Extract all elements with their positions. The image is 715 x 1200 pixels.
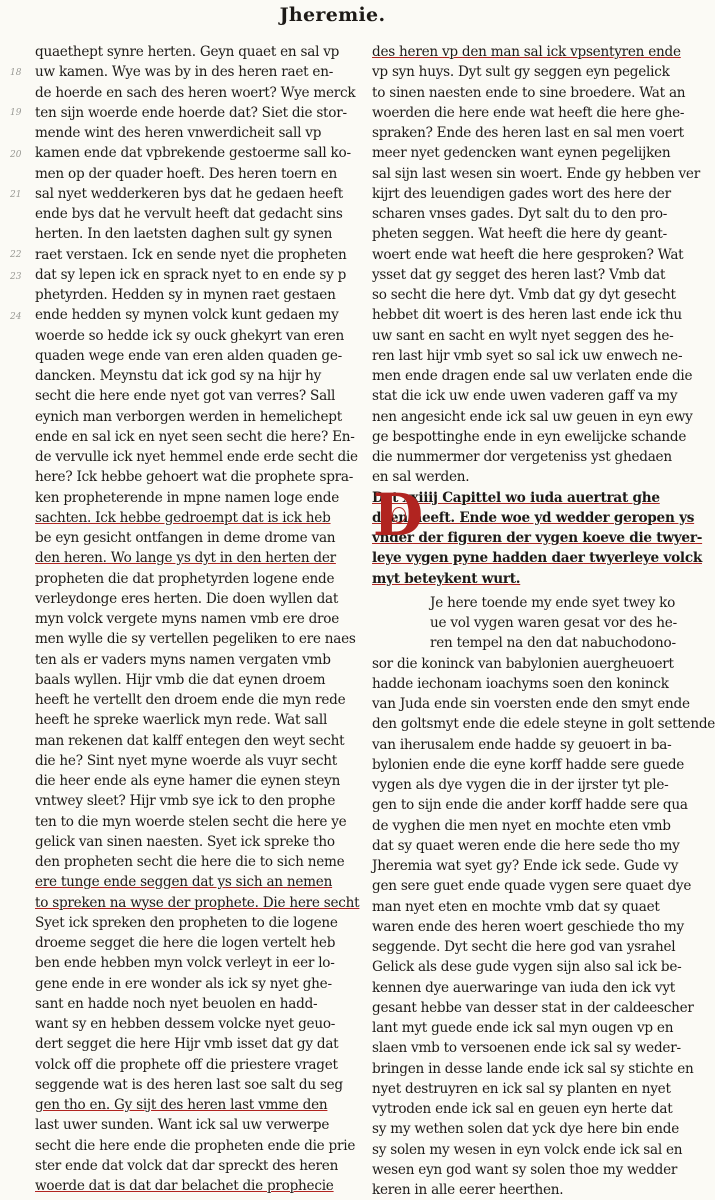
margin-note: 21: [10, 190, 22, 200]
text-line: ten als er vaders myns namen vergaten vmb: [35, 651, 331, 668]
text-line: bylonien ende die eyne korff hadde sere guede: [372, 756, 685, 773]
text-line: sant en hadde noch nyet beuolen en hadd-: [35, 995, 318, 1012]
text-line: nen angesicht ende ick sal uw geuen in eyn ewy: [372, 408, 693, 425]
text-line: waren ende des heren woert geschiede tho my: [372, 918, 684, 935]
text-line: quaden wege ende van eren alden quaden ge-: [35, 347, 343, 364]
text-line: ten sijn woerde ende hoerde dat? Siet die stor-: [35, 104, 347, 121]
text-line: be eyn gesicht ontfangen in deme drome van: [35, 530, 336, 546]
text-line: baals wyllen. Hijr vmb die dat eynen droem: [35, 671, 326, 688]
text-line: men ende dragen ende sal uw verlaten ende die: [372, 368, 693, 384]
text-line: ren last hijr vmb syet so sal ick uw enwech ne-: [372, 347, 683, 364]
text-line: woerden die here ende wat heeft die here ghe-: [372, 104, 685, 121]
text-line: kamen ende dat vpbrekende gestoerme sall ko-: [35, 145, 351, 162]
text-line: woert ende wat heeft die here gesproken? Wat: [372, 246, 684, 263]
text-line: die heer ende als eyne hamer die eynen steyn: [35, 773, 341, 789]
text-line: van iherusalem ende hadde sy geuoert in ba-: [372, 736, 672, 753]
text-line: kijrt des leuendigen gades wort des here der: [372, 185, 671, 202]
text-line: sor die koninck van babylonien auergheuoert: [372, 655, 674, 672]
text-line: men wylle die sy vertellen pegeliken to ere naes: [35, 631, 356, 648]
text-line: den heren. Wo lange ys dyt in den herten der: [35, 550, 336, 567]
text-line: quaethept synre herten. Geyn quaet en sal vp: [35, 44, 340, 60]
left-text-column: [35, 42, 360, 1196]
text-line: hebbet dit woert is des heren last ende ick thu: [372, 307, 682, 324]
text-line: eynich man verborgen werden in hemelichept: [35, 408, 342, 425]
text-line: en sal werden.: [372, 469, 470, 486]
text-line: sal sijn last wesen sin woert. Ende gy hebben ver: [372, 165, 700, 182]
text-line: dat sy quaet weren ende die here sede tho my: [372, 837, 680, 854]
margin-note: 22: [10, 250, 22, 260]
text-line: woerde so hedde ick sy ouck ghekyrt van eren: [35, 327, 344, 344]
text-line: dancken. Meynstu dat ick god sy na hijr hy: [35, 368, 322, 384]
text-line: to spreken na wyse der prophete. Die here secht: [35, 894, 360, 911]
text-line: ysset dat gy segget des heren last? Vmb dat: [372, 266, 666, 283]
text-line: sachten. Ick hebbe gedroempt dat is ick heb: [35, 509, 331, 526]
text-line: bringen in desse lande ende ick sal sy stichte en: [372, 1060, 694, 1077]
text-line: seggende. Dyt secht die here god van ysrahel: [372, 939, 676, 955]
text-line: gelick van sinen naesten. Syet ick spreke tho: [35, 833, 335, 850]
text-line: myt beteykent wurt.: [372, 570, 521, 587]
text-line: van Juda ende sin voersten ende den smyt ende: [372, 696, 690, 712]
text-line: here? Ick hebbe gehoert wat die prophete spra-: [35, 469, 354, 486]
text-line: vygen als dye vygen die in der ijrster tyt ple-: [372, 777, 669, 793]
text-line: spraken? Ende des heren last en sal men voert: [372, 125, 684, 141]
text-line: hadde iechonam ioachyms soen den koninck: [372, 675, 669, 692]
text-line: myn volck vergete myns namen vmb ere droe: [35, 611, 339, 627]
text-line: wesen eyn god want sy solen thoe my wedder: [372, 1161, 678, 1178]
text-line: gen sere guet ende quade vygen sere quaet dye: [372, 878, 692, 895]
text-line: verleydonge eres herten. Die doen wyllen dat: [35, 590, 339, 607]
text-line: Dat xxiiij Capittel wo iuda auertrat ghe: [372, 489, 660, 506]
text-line: ue vol vygen waren gesat vor des he-: [430, 615, 677, 631]
text-line: ende hedden sy mynen volck kunt gedaen my: [35, 307, 339, 324]
text-line: heeft he spreke waerlick myn rede. Wat sall: [35, 712, 328, 729]
text-line: propheten die dat prophetyrden logene ende: [35, 570, 335, 587]
text-line: droeme segget die here die logen vertelt heb: [35, 935, 336, 951]
text-line: secht die here ende die propheten ende die prie: [35, 1137, 356, 1154]
text-line: gene ende in ere wonder als ick sy nyet ghe-: [35, 975, 332, 992]
page-title: Jheremie.: [279, 4, 386, 26]
text-line: pheten seggen. Wat heeft die here dy geant-: [372, 226, 667, 243]
text-line: ren tempel na den dat nabuchodono-: [430, 635, 676, 652]
text-line: seggende wat is des heren last soe salt du seg: [35, 1076, 343, 1093]
text-line: gesant hebbe van desser stat in der caldeescher: [372, 999, 694, 1016]
text-line: sy my wethen solen dat yck dye here bin ende: [372, 1121, 680, 1138]
text-line: slaen vmb to versoenen ende ick sal sy weder-: [372, 1040, 681, 1057]
text-line: daen heeft. Ende woe yd wedder geropen ys: [372, 509, 695, 526]
text-line: ken propheterende in mpne namen loge ende: [35, 489, 340, 506]
text-line: man rekenen dat kalff entegen den weyt secht: [35, 732, 345, 749]
text-line: den propheten secht die here die to sich neme: [35, 854, 345, 870]
text-line: gen to sijn ende die ander korff hadde sere qua: [372, 797, 688, 814]
text-line: so secht die here dyt. Vmb dat gy dyt gesecht: [372, 287, 676, 303]
text-line: Gelick als dese gude vygen sijn also sal ick be-: [372, 959, 682, 976]
text-line: kennen dye auerwaringe van iuda den ick vyt: [372, 979, 675, 996]
text-line: ge bespottinghe ende in eyn ewelijcke schande: [372, 428, 687, 445]
text-line: mende wint des heren vnwerdicheit sall vp: [35, 125, 322, 141]
text-line: sy solen my wesen in eyn volck ende ick sal en: [372, 1141, 683, 1158]
text-line: sal nyet wedderkeren bys dat he gedaen heeft: [35, 185, 343, 202]
text-line: die nummermer dor vergeteniss yst ghedaen: [372, 449, 672, 465]
text-line: vp syn huys. Dyt sult gy seggen eyn pegelick: [372, 64, 670, 81]
text-line: man nyet eten en mochte vmb dat sy quaet: [372, 898, 660, 915]
text-line: men op der quader hoeft. Des heren toern en: [35, 165, 338, 182]
text-line: de vyghen die men nyet en mochte eten vmb: [372, 817, 671, 834]
text-line: Jheremia wat syet gy? Ende ick sede. Gude vy: [372, 858, 679, 874]
text-line: last uwer sunden. Want ick sal uw verwerpe: [35, 1117, 330, 1134]
text-line: meer nyet gedencken want eynen pegelijken: [372, 145, 671, 162]
margin-note: 18: [10, 68, 22, 78]
text-line: volck off die prophete off die priestere vraget: [35, 1056, 338, 1073]
text-line: Je here toende my ende syet twey ko: [430, 594, 676, 611]
text-line: to sinen naesten ende to sine broedere. Wat an: [372, 84, 686, 101]
text-line: herten. In den laetsten daghen sult gy synen: [35, 226, 333, 243]
text-line: ende bys dat he vervult heeft dat gedacht sins: [35, 206, 343, 222]
text-line: des heren vp den man sal ick vpsentyren ende: [372, 44, 681, 60]
text-line: den goltsmyt ende die edele steyne in golt settende: [372, 716, 715, 733]
text-line: nyet destruyren en ick sal sy planten en nyet: [372, 1080, 671, 1097]
margin-note: 24: [10, 312, 22, 322]
margin-note: 19: [10, 108, 22, 118]
text-line: scharen vnses gades. Dyt salt du to den pro-: [372, 206, 668, 222]
text-line: keren in alle eerer heerthen.: [372, 1182, 564, 1198]
text-line: dert segget die here Hijr vmb isset dat gy dat: [35, 1036, 339, 1053]
text-line: heeft he vertellt den droem ende die myn rede: [35, 692, 346, 708]
text-line: de hoerde en sach des heren woert? Wye merck: [35, 84, 356, 101]
text-line: dat sy lepen ick en sprack nyet to en ende sy p: [35, 266, 347, 283]
text-line: woerde dat is dat dar belachet die prophecie: [35, 1178, 334, 1194]
text-line: vnder der figuren der vygen koeve die twyer-: [372, 530, 703, 546]
text-line: secht die here ende nyet got van verres? Sall: [35, 388, 336, 405]
text-line: want sy en hebben dessem volcke nyet geuo-: [35, 1016, 336, 1032]
text-line: ben ende hebben myn volck verleyt in eer lo-: [35, 955, 335, 972]
text-line: ende en sal ick en nyet seen secht die here? En-: [35, 428, 355, 445]
margin-note: 23: [10, 272, 22, 282]
text-line: ster ende dat volck dat dar spreckt des heren: [35, 1157, 339, 1174]
text-line: vntwey sleet? Hijr vmb sye ick to den prophe: [35, 793, 336, 810]
drop-cap-initial: D: [372, 481, 424, 549]
text-line: Syet ick spreken den propheten to die logene: [35, 914, 338, 931]
margin-note: 20: [10, 150, 22, 160]
text-line: de vervulle ick nyet hemmel ende erde secht die: [35, 449, 358, 465]
text-line: phetyrden. Hedden sy in mynen raet gestaen: [35, 287, 336, 303]
text-line: vytroden ende ick sal en geuen eyn herte dat: [372, 1101, 673, 1117]
right-text-column: [372, 42, 715, 1200]
text-line: uw kamen. Wye was by in des heren raet en-: [35, 64, 334, 81]
text-line: stat die ick uw ende uwen vaderen gaff va my: [372, 388, 678, 405]
text-line: gen tho en. Gy sijt des heren last vmme den: [35, 1097, 328, 1113]
text-line: uw sant en sacht en wylt nyet seggen des he-: [372, 327, 674, 344]
text-line: lant myt guede ende ick sal myn ougen vp en: [372, 1020, 674, 1036]
text-line: raet verstaen. Ick en sende nyet die propheten: [35, 246, 347, 263]
text-line: leye vygen pyne hadden daer twyerleye volck: [372, 550, 703, 567]
text-line: ere tunge ende seggen dat ys sich an nemen: [35, 874, 333, 891]
text-line: die he? Sint nyet myne woerde als vuyr secht: [35, 752, 337, 769]
text-line: ten to die myn woerde stelen secht die here ye: [35, 813, 347, 830]
